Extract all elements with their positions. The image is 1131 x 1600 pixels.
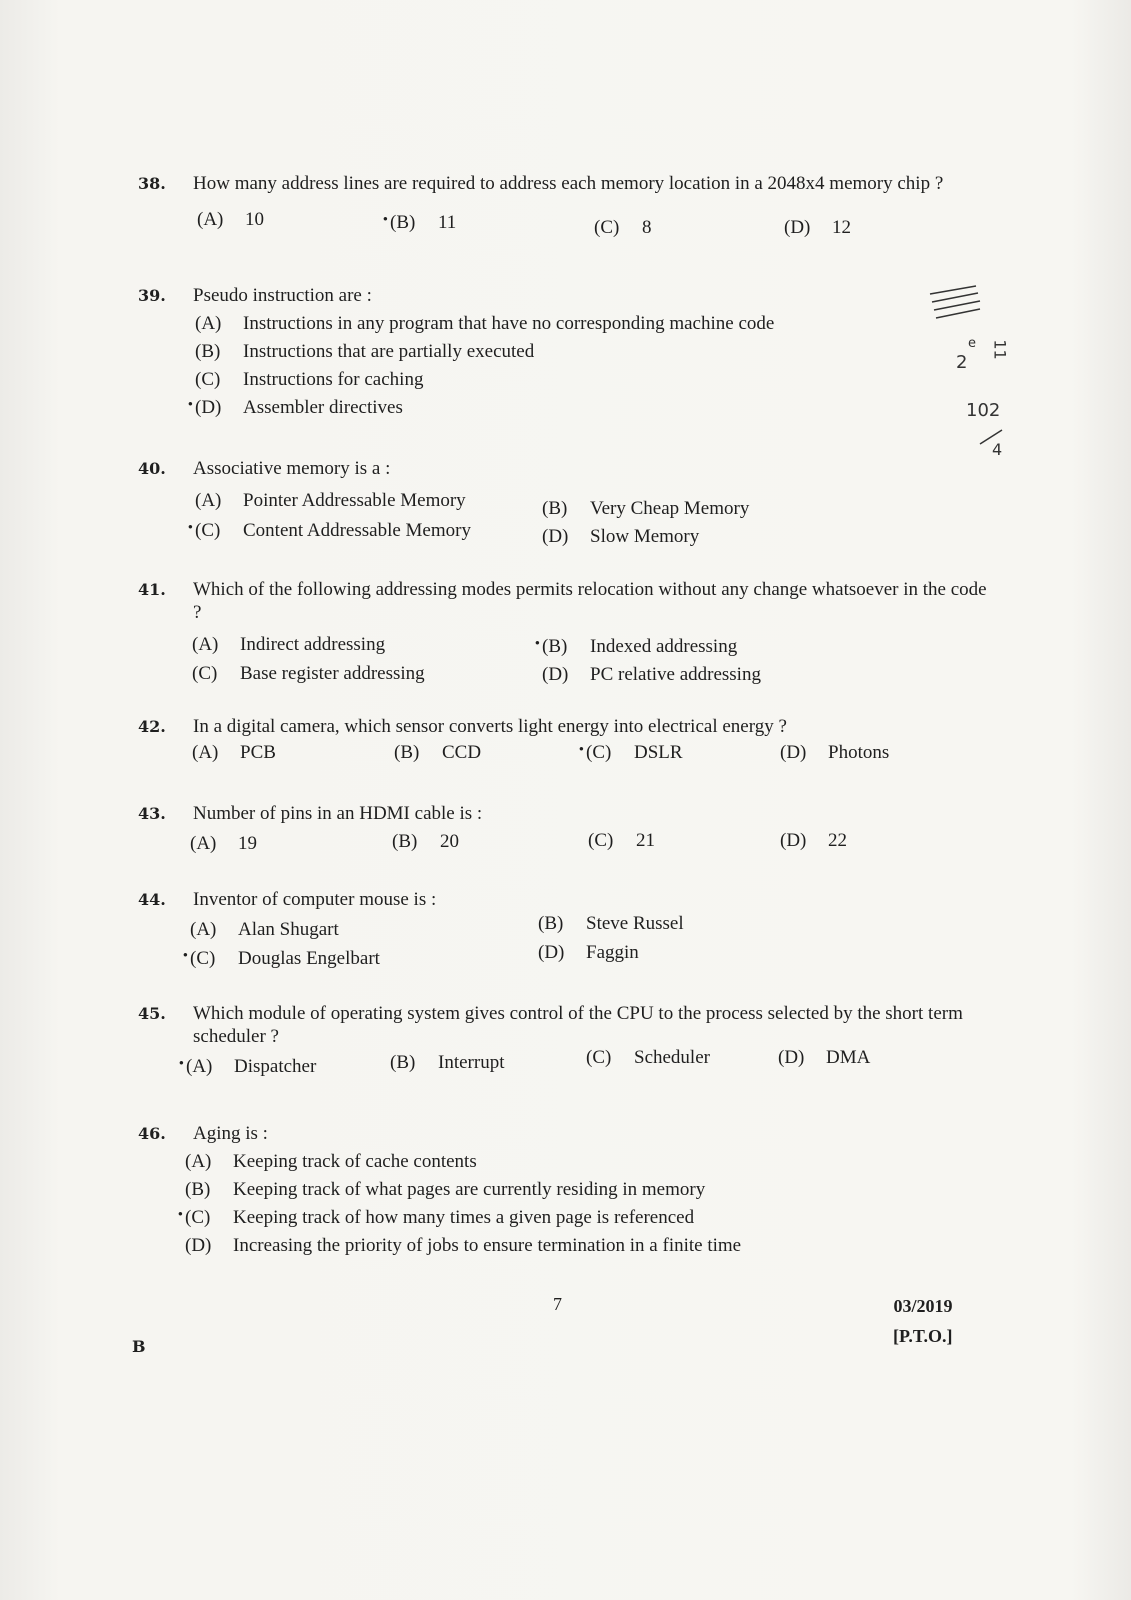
question-text: Aging is : bbox=[193, 1123, 268, 1144]
answer-mark-icon: • bbox=[187, 397, 193, 413]
question-41 bbox=[138, 578, 998, 696]
question-number: 43. bbox=[138, 804, 166, 823]
option-b[interactable]: (B) Interrupt bbox=[390, 1052, 505, 1073]
page-number: 7 bbox=[553, 1294, 562, 1314]
option-b[interactable]: (B) Very Cheap Memory bbox=[542, 498, 750, 519]
question-number: 42. bbox=[138, 717, 166, 736]
question-38 bbox=[138, 172, 998, 243]
question-number: 39. bbox=[138, 286, 166, 305]
option-a[interactable]: (A) Pointer Addressable Memory bbox=[195, 490, 466, 511]
option-b[interactable]: (B) Instructions that are partially executed bbox=[195, 341, 535, 362]
handwritten-note: 2 bbox=[956, 352, 968, 373]
option-c[interactable]: • (C) Douglas Engelbart bbox=[166, 948, 380, 970]
option-c[interactable]: (C) 21 bbox=[588, 830, 655, 851]
option-c[interactable]: (C) 8 bbox=[594, 217, 652, 238]
question-text: Which module of operating system gives control of the CPU to the process selected by the short term scheduler ? bbox=[193, 1003, 963, 1047]
series-code: B bbox=[132, 1337, 146, 1356]
option-b[interactable]: (B) Steve Russel bbox=[538, 913, 684, 934]
option-c[interactable]: (C) Base register addressing bbox=[192, 663, 425, 684]
option-a[interactable]: (A) Keeping track of cache contents bbox=[185, 1151, 477, 1172]
option-a[interactable]: • (A) Dispatcher bbox=[162, 1056, 316, 1078]
answer-mark-icon: • bbox=[187, 520, 193, 536]
option-b[interactable]: (B) Keeping track of what pages are currently residing in memory bbox=[185, 1179, 706, 1200]
option-d[interactable]: • (D) Assembler directives bbox=[171, 397, 1031, 419]
question-text: In a digital camera, which sensor converts light energy into electrical energy ? bbox=[193, 716, 787, 737]
question-text: Associative memory is a : bbox=[193, 458, 391, 479]
option-a[interactable]: (A) Instructions in any program that have no corresponding machine code bbox=[195, 313, 775, 334]
option-b[interactable]: (B) 20 bbox=[392, 831, 459, 852]
question-number: 45. bbox=[138, 1004, 166, 1023]
answer-mark-icon: • bbox=[178, 1056, 184, 1072]
question-text: Number of pins in an HDMI cable is : bbox=[193, 803, 483, 824]
question-text: Pseudo instruction are : bbox=[193, 285, 372, 306]
question-text: Which of the following addressing modes permits relocation without any change whatsoever in the code ? bbox=[193, 579, 987, 623]
answer-mark-icon: • bbox=[382, 212, 388, 228]
question-45 bbox=[138, 1002, 998, 1090]
handwritten-note: e bbox=[968, 336, 976, 351]
exam-code-number: 03/2019 bbox=[893, 1296, 953, 1316]
option-d[interactable]: (D) 12 bbox=[784, 217, 851, 238]
option-c[interactable]: (C) Instructions for caching bbox=[195, 369, 424, 390]
question-43 bbox=[138, 802, 998, 867]
handwritten-note: 102 bbox=[966, 400, 1001, 421]
option-d[interactable]: (D) PC relative addressing bbox=[542, 664, 761, 685]
question-number: 38. bbox=[138, 174, 166, 193]
option-b[interactable]: (B) CCD bbox=[394, 742, 482, 763]
question-42 bbox=[138, 715, 998, 780]
option-a[interactable]: (A) PCB bbox=[192, 742, 276, 763]
option-a[interactable]: (A) 19 bbox=[190, 833, 257, 854]
question-number: 46. bbox=[138, 1124, 166, 1143]
question-text: Inventor of computer mouse is : bbox=[193, 889, 437, 910]
question-number: 41. bbox=[138, 580, 166, 599]
option-d[interactable]: (D) Slow Memory bbox=[542, 526, 700, 547]
option-c[interactable]: (C) Scheduler bbox=[586, 1047, 710, 1068]
option-a[interactable]: (A) Indirect addressing bbox=[192, 634, 386, 655]
option-c[interactable]: • (C) DSLR bbox=[562, 742, 683, 764]
question-number: 44. bbox=[138, 890, 166, 909]
question-40 bbox=[138, 457, 998, 552]
handwritten-note: 11 bbox=[990, 339, 1010, 360]
question-text: How many address lines are required to address each memory location in a 2048x4 memory chip ? bbox=[193, 173, 944, 194]
question-number: 40. bbox=[138, 459, 166, 478]
option-b[interactable]: • (B) Indexed addressing bbox=[518, 636, 737, 658]
option-a[interactable]: (A) Alan Shugart bbox=[190, 919, 339, 940]
option-d[interactable]: (D) Photons bbox=[780, 742, 890, 763]
option-d[interactable]: (D) Increasing the priority of jobs to ensure termination in a finite time bbox=[185, 1235, 742, 1256]
answer-mark-icon: • bbox=[578, 742, 584, 758]
pto-label: [P.T.O.] bbox=[893, 1326, 953, 1346]
option-d[interactable]: (D) Faggin bbox=[538, 942, 639, 963]
option-a[interactable]: (A) 10 bbox=[197, 209, 264, 230]
question-46 bbox=[138, 1122, 998, 1263]
option-c[interactable]: • (C) Content Addressable Memory bbox=[171, 520, 471, 542]
option-c[interactable]: • (C) Keeping track of how many times a given page is referenced bbox=[161, 1207, 1021, 1229]
tally-marks-icon bbox=[928, 284, 982, 326]
option-b[interactable]: • (B) 11 bbox=[366, 212, 456, 234]
answer-mark-icon: • bbox=[177, 1207, 183, 1223]
question-44 bbox=[138, 888, 998, 983]
answer-mark-icon: • bbox=[182, 948, 188, 964]
option-d[interactable]: (D) 22 bbox=[780, 830, 847, 851]
handwritten-note: 4 bbox=[992, 440, 1003, 459]
option-d[interactable]: (D) DMA bbox=[778, 1047, 871, 1068]
exam-code bbox=[893, 1291, 953, 1351]
answer-mark-icon: • bbox=[534, 636, 540, 652]
